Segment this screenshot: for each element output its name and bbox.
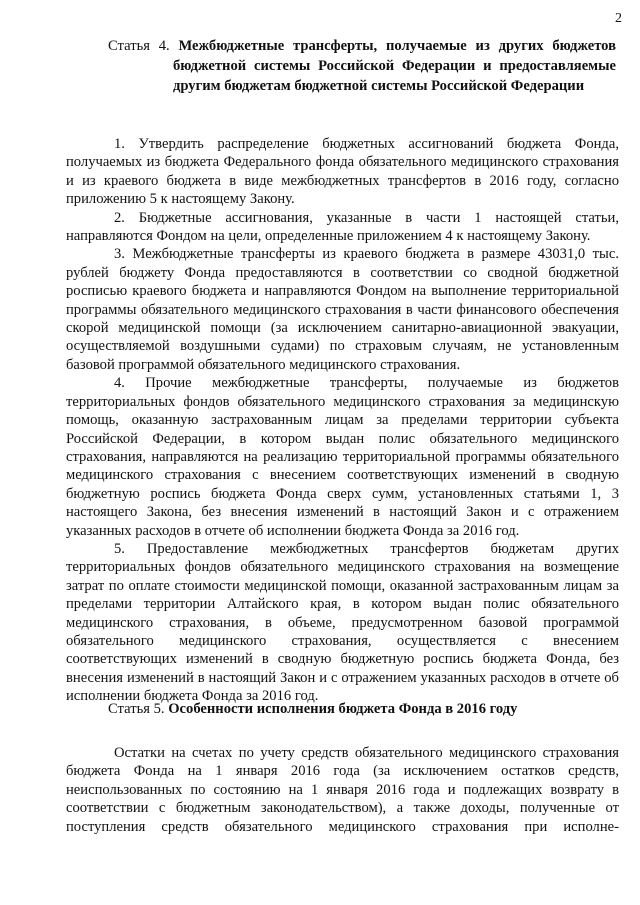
article-4-paragraph-2: 2. Бюджетные ассигнования, указанные в части 1 настоящей статьи, направляются Фондом на цели, определенные приложением 4 к настоящему Закону. <box>66 209 619 245</box>
article-4-body <box>66 135 619 706</box>
page-number: 2 <box>615 11 622 26</box>
article-4-heading <box>108 36 616 96</box>
article-5-prefix: Статья 5. <box>108 701 169 717</box>
article-5-heading <box>108 699 616 719</box>
article-4-paragraph-1: 1. Утвердить распределение бюджетных ассигнований бюджета Фонда, получаемых из бюджета Федерального фонда обязательного медицинского страхования и из краевого бюджета в виде межбюджетных трансфертов в 2016 году, согласно приложению 5 к настоящему Закону. <box>66 136 619 208</box>
article-5-body <box>66 744 619 836</box>
article-4-paragraph-3: 3. Межбюджетные трансферты из краевого бюджета в размере 43031,0 тыс. рублей бюджету Фонда предоставляются в соответствии со сводной бюджетной росписью краевого бюджета и направляются Фондом на выполнение территориальной программы обязательного медицинского страхования в части финансового обеспечения скорой медицинской помощи (за исключением санитарно-авиационной эвакуации, осуществляемой воздушными судами) по страховым случаям, не установленным базовой программой обязательного медицинского страхования. <box>66 246 619 373</box>
article-4-title: Межбюджетные трансферты, получаемые из других бюджетов бюджетной системы Российской Федерации и предоставляемые другим бюджетам бюджетной системы Российской Федерации <box>173 38 616 94</box>
article-4-paragraph-4: 4. Прочие межбюджетные трансферты, получаемые из бюджетов территориальных фондов обязательного медицинского страхования за медицинскую помощь, оказанную застрахованным лицам за пределами территории субъекта Российской Федерации, в котором выдан полис обязательного медицинского страхования, направляются на реализацию территориальной программы обязательного медицинского страхования с внесением соответствующих изменений в сводную бюджетную роспись бюджета Фонда сверх сумм, установленных статьями 1, 3 настоящего Закона, без внесения изменений в настоящий Закон и с отражением указанных расходов в отчете об исполнении бюджета Фонда за 2016 год. <box>66 375 619 539</box>
article-5-title: Особенности исполнения бюджета Фонда в 2016 году <box>168 701 518 717</box>
article-5-paragraph-1: Остатки на счетах по учету средств обязательного медицинского страхования бюджета Фонда на 1 января 2016 года (за исключением остатков средств, неиспользованных по состоянию на 1 января 2016 года и подлежащих возврату в соответствии с бюджетным законодательством), а также доходы, полученные от поступления средств обязательного медицинского страхования при исполне- <box>66 745 619 835</box>
article-4-paragraph-5: 5. Предоставление межбюджетных трансфертов бюджетам других территориальных фондов обязательного медицинского страхования на возмещение затрат по оплате стоимости медицинской помощи, оказанной застрахованным лицам за пределами территории Алтайского края, в котором выдан полис обязательного медицинского страхования, в объеме, предусмотренном базовой программой обязательного медицинского страхования, осуществляется с внесением соответствующих изменений в сводную бюджетную роспись бюджета Фонда, без внесения изменений в настоящий Закон и с отражением указанных расходов в отчете об исполнении бюджета Фонда за 2016 год. <box>66 540 619 705</box>
article-4-prefix: Статья 4. <box>108 38 179 54</box>
